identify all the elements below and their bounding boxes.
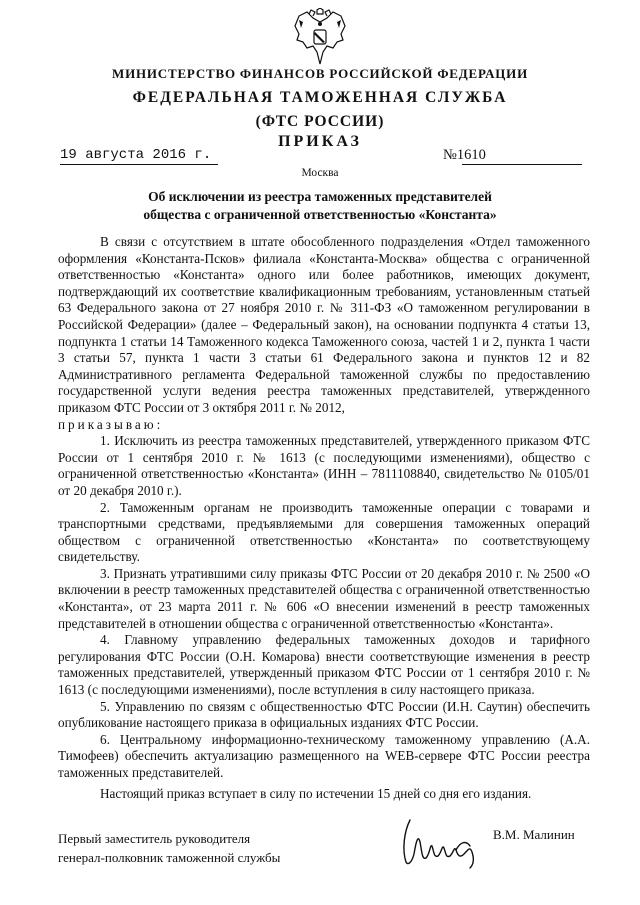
signatory-position: [58, 829, 280, 867]
title-line-2: общества с ограниченной ответственностью «Константа»: [143, 207, 497, 222]
position-line-2: генерал-полковник таможенной службы: [58, 850, 281, 865]
position-line-1: Первый заместитель руководителя: [58, 831, 251, 846]
signatory-name: В.М. Малинин: [493, 827, 575, 842]
item-6: 6. Центральному информационно-техническому таможенному управлению (А.А. Тимофеев) обеспечить актуализацию размещенного на WEB-сервере ФТС России реестра таможенных представителей.: [58, 731, 590, 780]
number-prefix: №: [443, 147, 457, 163]
number-value: 1610: [456, 147, 486, 163]
item-3: 3. Признать утратившими силу приказы ФТС России от 20 декабря 2010 г. № 2500 «О включении в реестр таможенных представителей общества с ограниченной ответственностью «Константа», от 23 марта 2011 г. № 606 «О внесении изменений в реестр таможенных представителей в отношении общества с ограниченной ответственностью «Константа».: [58, 565, 590, 631]
document-body: [58, 234, 590, 802]
order-word: приказываю:: [58, 416, 164, 432]
item-4: 4. Главному управлению федеральных таможенных доходов и тарифного регулирования ФТС России (О.Н. Комарова) внести соответствующие изменения в реестр таможенных представителей, утвержденный приказом ФТС России от 1 сентября 2010 г. № 1613 (с последующими изменениями), после вступления в силу настоящего приказа.: [58, 632, 590, 698]
preamble: В связи с отсутствием в штате обособленного подразделения «Отдел таможенного оформления «Константа-Псков» филиала «Константа-Москва» общества с ограниченной ответственностью «Константа» одного или более работников, имеющих документ, подтверждающий их соответствие квалификационным требованиям, установленным статьей 63 Федерального закона от 27 ноября 2010 г. № 311-ФЗ «О таможенном регулировании в Российской Федерации» (далее – Федеральный закон), на основании подпункта 4 статьи 13, подпункта 1 статьи 14 Таможенного кодекса Таможенного союза, частей 1 и 2, пункта 1 части 3 статьи 57, пункта 1 части 3 статьи 61 Федерального закона и пунктов 12 и 82 Административного регламента Федеральной таможенной службы по предоставлению государственной услуги ведения реестра таможенных представителей, утвержденного приказом ФТС России от 3 октября 2011 г. № 2012,: [58, 234, 590, 415]
item-2: 2. Таможенным органам не производить таможенные операции с товарами и транспортными средствами, предъявляемыми для совершения таможенных операций обществом с ограниченной ответственностью «Константа» по соответствующему свидетельству.: [58, 499, 590, 565]
service-abbr: (ФТС РОССИИ): [255, 113, 385, 130]
item-1: 1. Исключить из реестра таможенных представителей, утвержденного приказом ФТС России от 1 сентября 2010 г. № 1613 (с последующими изменениями), общество с ограниченной ответственностью «Константа» (ИНН – 7811108840, свидетельство № 0105/01 от 20 декабря 2010 г.).: [58, 433, 590, 498]
item-5: 5. Управлению по связям с общественностью ФТС России (И.Н. Саутин) обеспечить опубликование настоящего приказа в официальных изданиях ФТС России.: [58, 698, 590, 731]
city: Москва: [301, 167, 339, 179]
coat-of-arms-icon: [293, 8, 347, 68]
document-title: [0, 188, 640, 224]
handwritten-signature: [396, 812, 488, 872]
closing-paragraph: Настоящий приказ вступает в силу по истечении 15 дней со дня его издания.: [100, 785, 532, 801]
number-underline: [462, 164, 582, 165]
order-number: [443, 147, 486, 164]
document-type: ПРИКАЗ: [278, 133, 362, 150]
service-name: ФЕДЕРАЛЬНАЯ ТАМОЖЕННАЯ СЛУЖБА: [132, 89, 508, 106]
ministry-name: МИНИСТЕРСТВО ФИНАНСОВ РОССИЙСКОЙ ФЕДЕРАЦИИ: [112, 66, 528, 81]
date-underline: [60, 164, 218, 165]
title-line-1: Об исключении из реестра таможенных представителей: [148, 189, 492, 204]
order-date: 19 августа 2016 г.: [60, 147, 212, 163]
